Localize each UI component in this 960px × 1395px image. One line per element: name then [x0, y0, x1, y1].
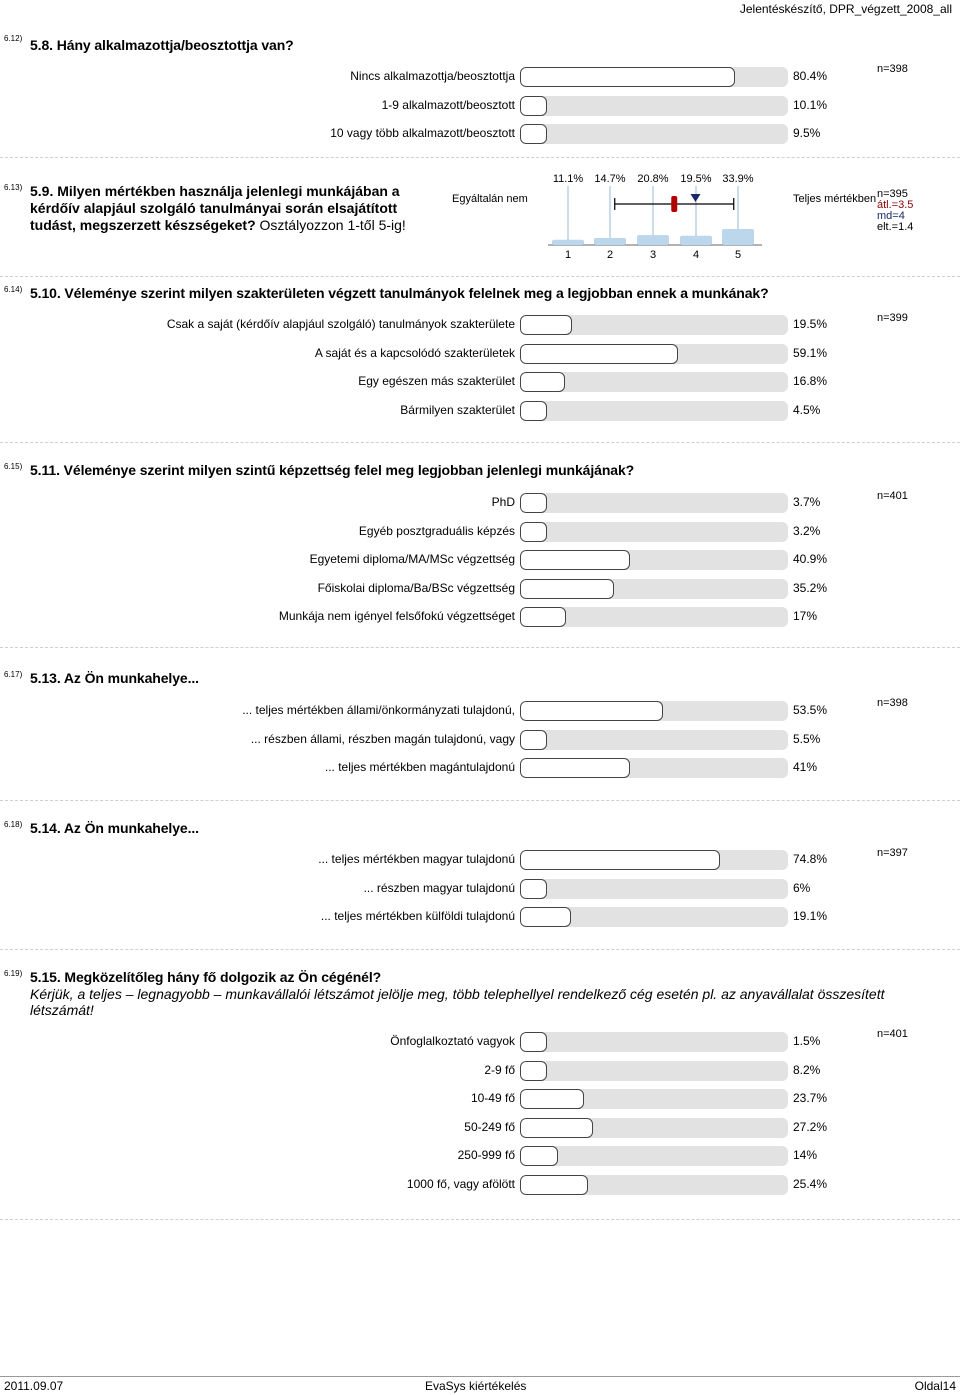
- percent-bar: [520, 907, 788, 927]
- percent-bar: [520, 1146, 788, 1166]
- question-title: [30, 183, 430, 234]
- question-title: 5.13. Az Ön munkahelye...: [30, 670, 199, 686]
- n-count: n=399: [877, 312, 908, 324]
- histogram-bar: [637, 235, 669, 245]
- answer-row: [0, 96, 960, 116]
- percent-bar: [520, 758, 788, 778]
- answer-row: [0, 1061, 960, 1081]
- percent-value: 14%: [793, 1148, 818, 1162]
- question-number: 6.18): [4, 820, 23, 829]
- answer-label: 10-49 fő: [470, 1091, 515, 1105]
- answer-label: Csak a saját (kérdőív alapjául szolgáló) tanulmányok szakterülete: [166, 317, 515, 331]
- percent-bar-fill: [520, 907, 571, 927]
- percent-bar-fill: [520, 1118, 593, 1138]
- percent-value: 27.2%: [793, 1120, 828, 1134]
- percent-bar: [520, 96, 788, 116]
- percent-bar: [520, 124, 788, 144]
- question-number: 6.15): [4, 462, 23, 471]
- histogram-bar: [552, 240, 584, 245]
- percent-bar: [520, 550, 788, 570]
- answer-row: [0, 522, 960, 542]
- n-count: n=401: [877, 490, 908, 502]
- answer-row: [0, 579, 960, 599]
- n-count: n=401: [877, 1028, 908, 1040]
- answer-row: [0, 493, 960, 513]
- scale-tick-label: 3: [649, 249, 657, 261]
- question-title: 5.11. Véleménye szerint milyen szintű képzettség felel meg legjobban jelenlegi munkájának?: [30, 462, 635, 478]
- percent-bar-fill: [520, 315, 572, 335]
- answer-label: Egyéb posztgraduális képzés: [358, 524, 515, 538]
- bar-percent-label: 11.1%: [552, 173, 584, 185]
- percent-value: 25.4%: [793, 1177, 828, 1191]
- answer-label: Főiskolai diploma/Ba/BSc végzettség: [317, 581, 515, 595]
- question-number: 6.14): [4, 285, 23, 294]
- answer-row: [0, 879, 960, 899]
- percent-value: 23.7%: [793, 1091, 828, 1105]
- percent-bar-fill: [520, 124, 547, 144]
- percent-value: 3.7%: [793, 495, 821, 509]
- percent-bar: [520, 607, 788, 627]
- percent-value: 1.5%: [793, 1034, 821, 1048]
- answer-row: [0, 401, 960, 421]
- answer-label: A saját és a kapcsolódó szakterületek: [314, 346, 515, 360]
- percent-bar: [520, 1089, 788, 1109]
- footer-page: Oldal14: [914, 1379, 956, 1393]
- percent-bar: [520, 879, 788, 899]
- question-subtitle: Kérjük, a teljes – legnagyobb – munkavállalói létszámot jelölje meg, több telephellyel rendelkező cég esetén pl. az anyavállalat összesített létszámát!: [30, 986, 885, 1018]
- answer-row: [0, 1175, 960, 1195]
- bar-percent-label: 33.9%: [722, 173, 754, 185]
- footer-rule: [0, 1376, 960, 1377]
- percent-bar: [520, 579, 788, 599]
- percent-value: 80.4%: [793, 69, 828, 83]
- scale-tick-label: 5: [734, 249, 742, 261]
- answer-row: [0, 607, 960, 627]
- scale-tick-label: 4: [692, 249, 700, 261]
- answer-label: 50-249 fő: [464, 1120, 515, 1134]
- answer-label: ... részben állami, részben magán tulajdonú, vagy: [250, 732, 515, 746]
- percent-value: 10.1%: [793, 98, 828, 112]
- percent-value: 16.8%: [793, 374, 828, 388]
- histogram-bar: [594, 238, 626, 245]
- answer-label: Munkája nem igényel felsőfokú végzettséget: [278, 609, 515, 623]
- question-title: 5.14. Az Ön munkahelye...: [30, 820, 199, 836]
- stats-block: [877, 189, 913, 233]
- percent-value: 4.5%: [793, 403, 821, 417]
- percent-value: 40.9%: [793, 552, 828, 566]
- percent-value: 17%: [793, 609, 818, 623]
- percent-value: 3.2%: [793, 524, 821, 538]
- answer-row: [0, 315, 960, 335]
- percent-value: 59.1%: [793, 346, 828, 360]
- histogram-bar: [680, 236, 712, 245]
- percent-value: 19.5%: [793, 317, 828, 331]
- percent-value: 74.8%: [793, 852, 828, 866]
- answer-row: [0, 701, 960, 721]
- percent-bar-fill: [520, 67, 735, 87]
- question-number: 6.19): [4, 969, 23, 978]
- section-divider: [0, 949, 960, 950]
- percent-bar-fill: [520, 401, 547, 421]
- answer-label: ... részben magyar tulajdonú: [363, 881, 515, 895]
- percent-bar-fill: [520, 850, 720, 870]
- section-divider: [0, 647, 960, 648]
- scale-tick-label: 1: [564, 249, 572, 261]
- section-divider: [0, 442, 960, 443]
- percent-value: 53.5%: [793, 703, 828, 717]
- answer-label: Nincs alkalmazottja/beosztottja: [350, 69, 515, 83]
- percent-bar-fill: [520, 701, 663, 721]
- percent-bar: [520, 372, 788, 392]
- percent-bar-fill: [520, 1146, 558, 1166]
- percent-bar-fill: [520, 372, 565, 392]
- median-marker: [691, 194, 701, 202]
- percent-bar-fill: [520, 1032, 547, 1052]
- answer-row: [0, 67, 960, 87]
- answer-label: ... teljes mértékben állami/önkormányzati tulajdonú,: [242, 703, 515, 717]
- section-divider: [0, 157, 960, 158]
- n-count: n=397: [877, 847, 908, 859]
- percent-bar-fill: [520, 1175, 588, 1195]
- answer-label: Egyetemi diploma/MA/MSc végzettség: [309, 552, 515, 566]
- percent-value: 9.5%: [793, 126, 821, 140]
- rating-histogram: [540, 170, 770, 265]
- histogram-bar: [722, 229, 754, 245]
- answer-label: 250-999 fő: [457, 1148, 515, 1162]
- answer-label: Bármilyen szakterület: [400, 403, 515, 417]
- section-divider: [0, 1219, 960, 1220]
- std-dev-value: elt.=1.4: [877, 221, 914, 233]
- percent-bar: [520, 1032, 788, 1052]
- percent-bar: [520, 493, 788, 513]
- report-header: Jelentéskészítő, DPR_végzett_2008_all: [739, 2, 952, 16]
- answer-label: 1000 fő, vagy afölött: [406, 1177, 515, 1191]
- question-title: 5.15. Megközelítőleg hány fő dolgozik az Ön cégénél?: [30, 969, 382, 985]
- answer-label: Egy egészen más szakterület: [358, 374, 515, 388]
- answer-row: [0, 758, 960, 778]
- percent-bar: [520, 67, 788, 87]
- percent-bar: [520, 315, 788, 335]
- percent-value: 41%: [793, 760, 818, 774]
- percent-value: 6%: [793, 881, 811, 895]
- footer-date: 2011.09.07: [4, 1379, 64, 1393]
- bar-percent-label: 14.7%: [594, 173, 626, 185]
- answer-label: Önfoglalkoztató vagyok: [390, 1034, 515, 1048]
- percent-bar-fill: [520, 758, 630, 778]
- percent-bar-fill: [520, 579, 614, 599]
- question-number: 6.17): [4, 670, 23, 679]
- question-title-instruction: Osztályozzon 1-től 5-ig!: [259, 217, 406, 233]
- percent-bar: [520, 730, 788, 750]
- answer-label: 10 vagy több alkalmazott/beosztott: [330, 126, 515, 140]
- answer-row: [0, 850, 960, 870]
- answer-row: [0, 124, 960, 144]
- median-value: md=4: [877, 210, 905, 222]
- n-count: n=395: [877, 188, 908, 200]
- question-number: 6.12): [4, 34, 23, 43]
- percent-bar: [520, 344, 788, 364]
- percent-bar-fill: [520, 1089, 584, 1109]
- answer-row: [0, 550, 960, 570]
- answer-row: [0, 907, 960, 927]
- answer-label: 1-9 alkalmazott/beosztott: [381, 98, 515, 112]
- percent-bar-fill: [520, 607, 566, 627]
- footer-system: EvaSys kiértékelés: [425, 1379, 527, 1393]
- question-number: 6.13): [4, 183, 23, 192]
- mean-value: átl.=3.5: [877, 199, 914, 211]
- question-title-bold: 5.9. Milyen mértékben használja jelenlegi munkájában a kérdőív alapjául szolgáló tanulmányai során elsajátított tudást, megszerzett készségeket?: [30, 183, 400, 233]
- answer-label: PhD: [491, 495, 515, 509]
- percent-bar-fill: [520, 344, 678, 364]
- answer-row: [0, 372, 960, 392]
- percent-value: 8.2%: [793, 1063, 821, 1077]
- answer-row: [0, 344, 960, 364]
- percent-bar: [520, 1061, 788, 1081]
- answer-row: [0, 1118, 960, 1138]
- n-count: n=398: [877, 63, 908, 75]
- percent-bar-fill: [520, 522, 547, 542]
- scale-right-label: Teljes mértékben: [793, 193, 877, 205]
- percent-bar: [520, 701, 788, 721]
- answer-label: ... teljes mértékben magántulajdonú: [324, 760, 515, 774]
- section-divider: [0, 276, 960, 277]
- question-title: 5.10. Véleménye szerint milyen szakterületen végzett tanulmányok felelnek meg a legjobban ennek a munkának?: [30, 285, 769, 301]
- answer-label: ... teljes mértékben külföldi tulajdonú: [320, 909, 515, 923]
- answer-label: 2-9 fő: [484, 1063, 515, 1077]
- percent-bar-fill: [520, 1061, 547, 1081]
- percent-value: 19.1%: [793, 909, 828, 923]
- percent-bar: [520, 401, 788, 421]
- answer-row: [0, 1089, 960, 1109]
- scale-tick-label: 2: [606, 249, 614, 261]
- mean-marker: [671, 196, 677, 212]
- section-divider: [0, 800, 960, 801]
- bar-percent-label: 20.8%: [637, 173, 669, 185]
- answer-row: [0, 1032, 960, 1052]
- answer-row: [0, 1146, 960, 1166]
- percent-bar-fill: [520, 493, 547, 513]
- answer-row: [0, 730, 960, 750]
- scale-left-label: Egyáltalán nem: [452, 193, 528, 205]
- percent-bar-fill: [520, 730, 547, 750]
- percent-bar: [520, 1175, 788, 1195]
- percent-bar-fill: [520, 879, 547, 899]
- bar-percent-label: 19.5%: [680, 173, 712, 185]
- percent-bar-fill: [520, 96, 547, 116]
- percent-bar: [520, 1118, 788, 1138]
- answer-label: ... teljes mértékben magyar tulajdonú: [318, 852, 515, 866]
- percent-bar: [520, 850, 788, 870]
- n-count: n=398: [877, 697, 908, 709]
- percent-bar-fill: [520, 550, 630, 570]
- percent-value: 35.2%: [793, 581, 828, 595]
- question-title: 5.8. Hány alkalmazottja/beosztottja van?: [30, 37, 294, 53]
- percent-value: 5.5%: [793, 732, 821, 746]
- percent-bar: [520, 522, 788, 542]
